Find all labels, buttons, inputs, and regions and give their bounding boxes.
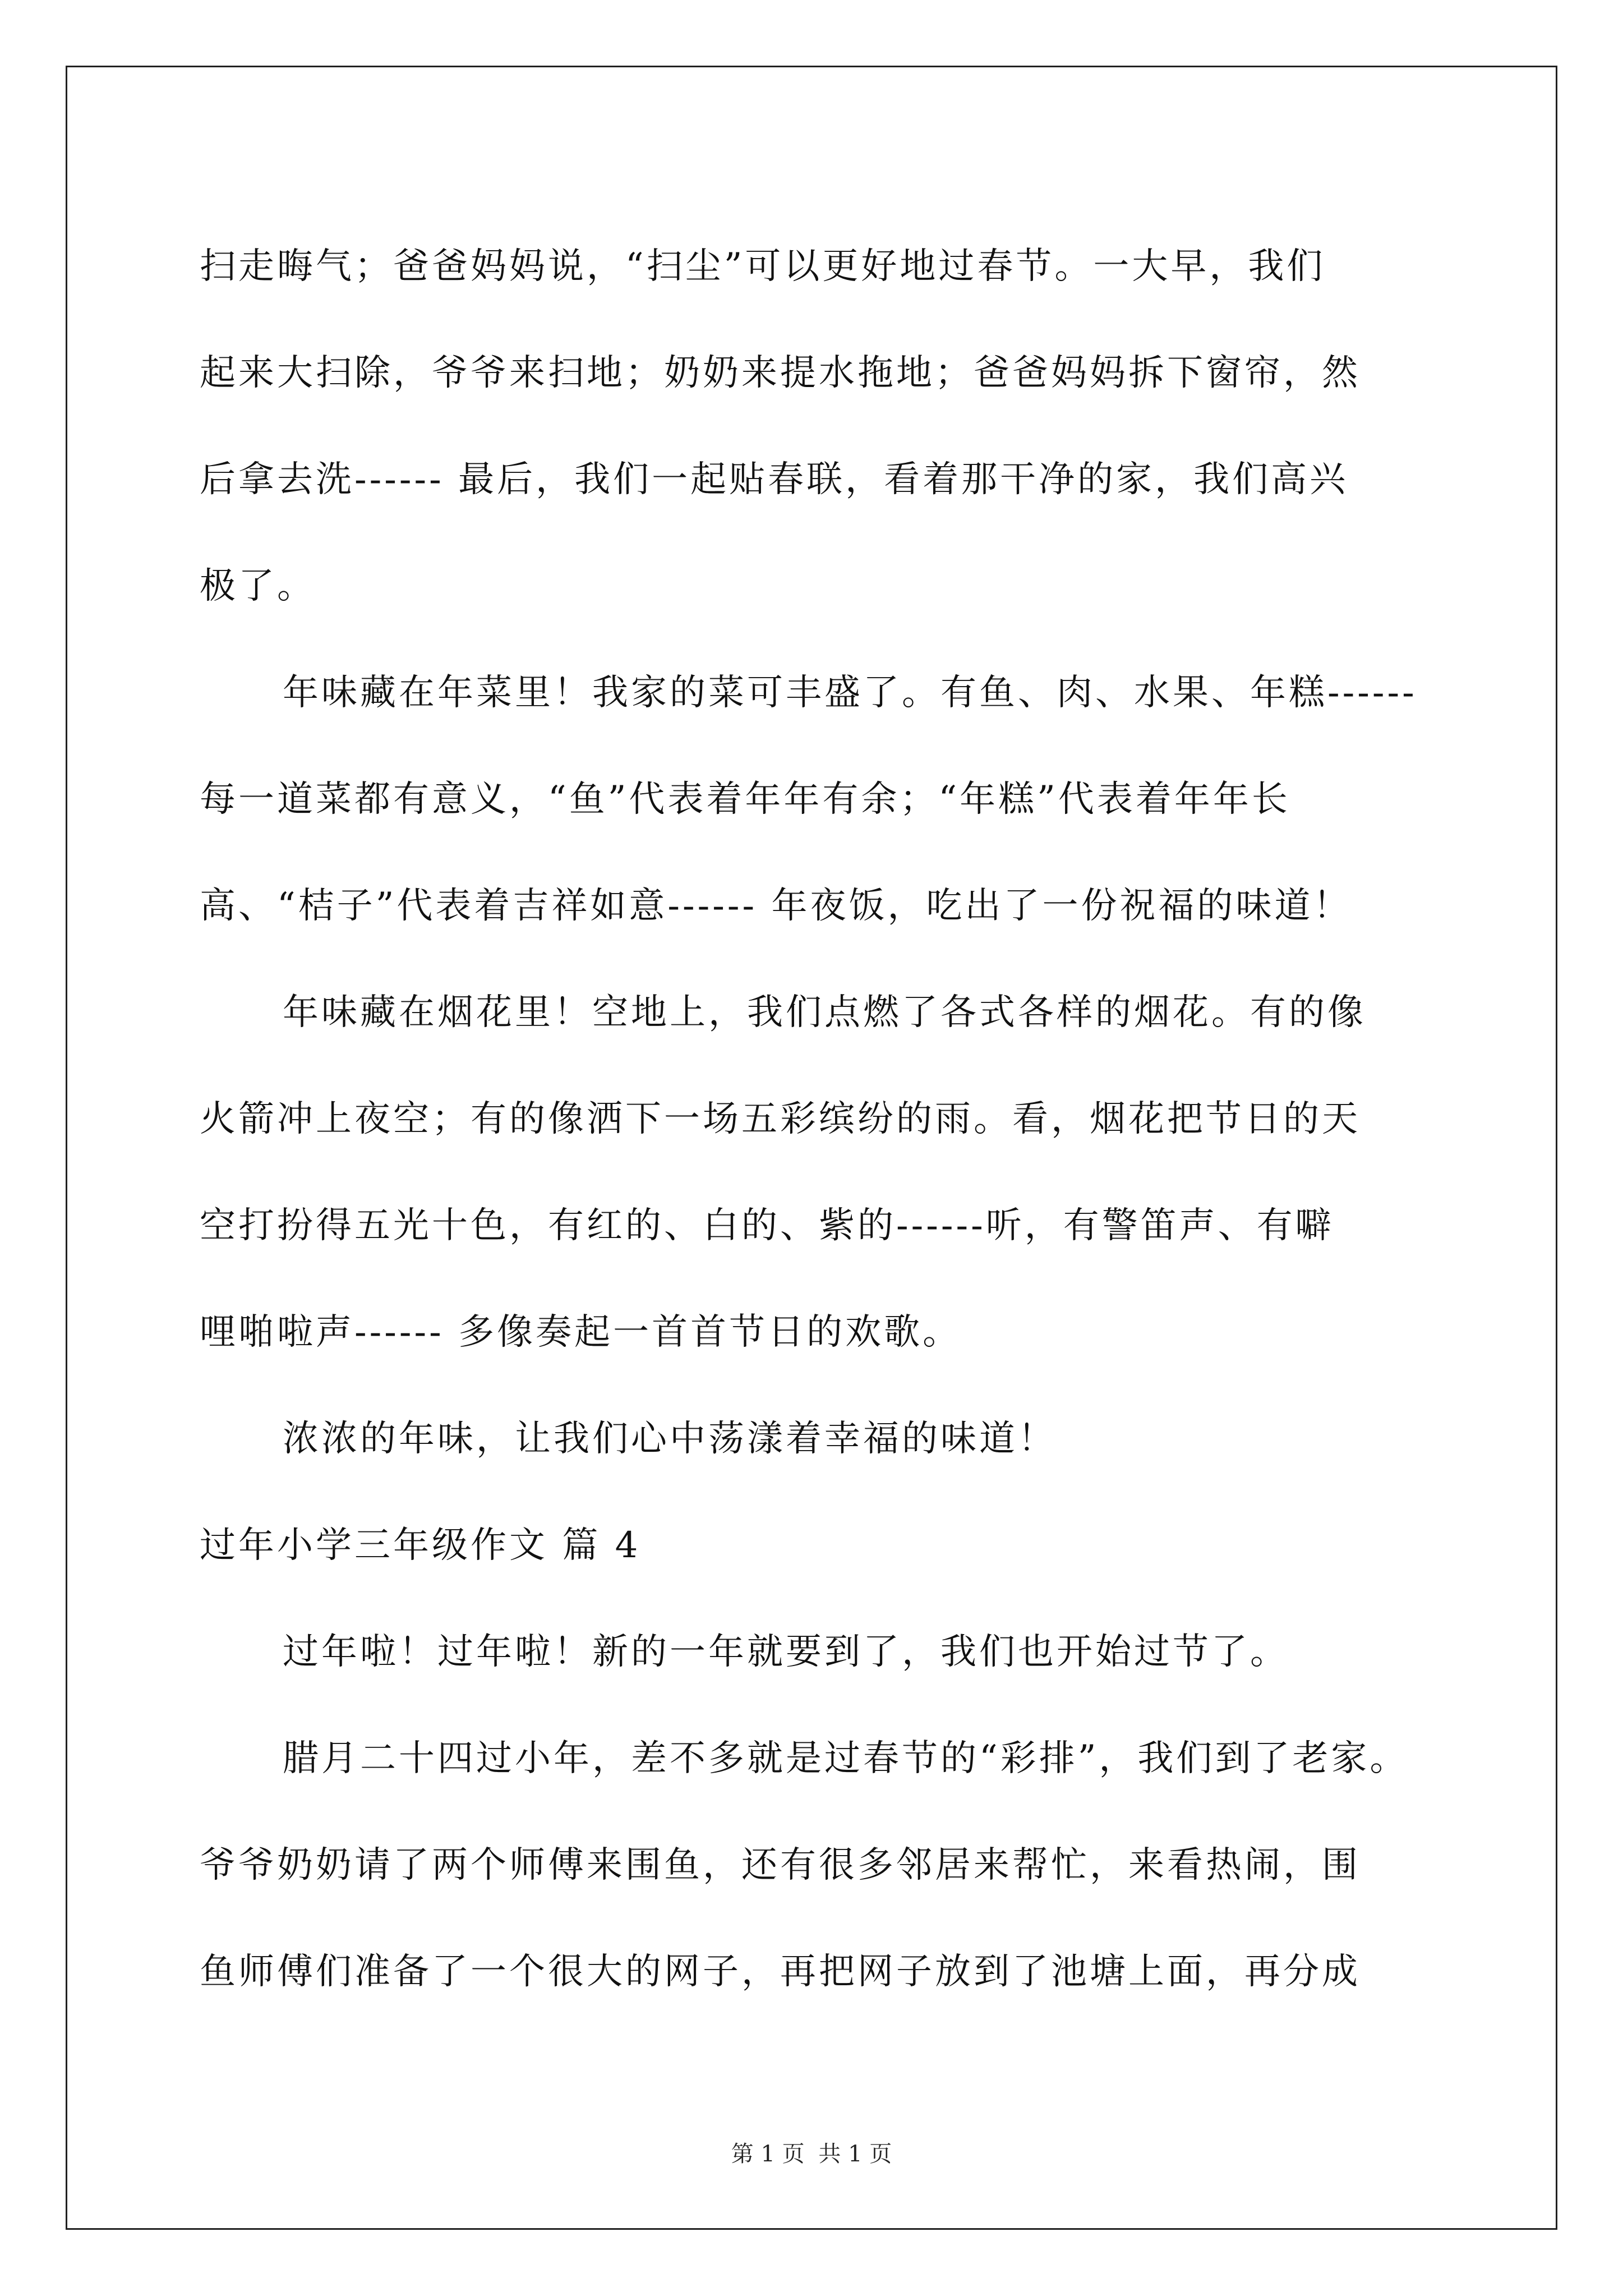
section-heading: 过年小学三年级作文 篇 4	[200, 1525, 641, 1566]
paragraph-start: 年味藏在年菜里！我家的菜可丰盛了。有鱼、肉、水果、年糕------	[283, 672, 1417, 714]
text-line: 每一道菜都有意义，“鱼”代表着年年有余；“年糕”代表着年年长	[200, 779, 1290, 820]
text-line: 扫走晦气；爸爸妈妈说，“扫尘”可以更好地过春节。一大早，我们	[200, 246, 1326, 287]
text-line: 哩啪啦声------ 多像奏起一首首节日的欢歌。	[200, 1312, 962, 1353]
text-line: 空打扮得五光十色，有红的、白的、紫的------听，有警笛声、有噼	[200, 1205, 1334, 1246]
text-line: 后拿去洗------ 最后，我们一起贴春联，看着那干净的家，我们高兴	[200, 459, 1349, 500]
document-body	[200, 213, 1428, 2025]
text-line: 高、“桔子”代表着吉祥如意------ 年夜饭，吃出了一份祝福的味道！	[200, 885, 1352, 927]
text-line: 极了。	[200, 565, 316, 607]
page-footer	[0, 2136, 1623, 2168]
page-total: 共 1 页	[818, 2141, 892, 2167]
paragraph-start: 过年啦！过年啦！新的一年就要到了，我们也开始过节了。	[283, 1631, 1289, 1673]
paragraph-start: 浓浓的年味，让我们心中荡漾着幸福的味道！	[283, 1418, 1057, 1460]
text-line: 爷爷奶奶请了两个师傅来围鱼，还有很多邻居来帮忙，来看热闹，围	[200, 1844, 1361, 1886]
paragraph-start: 腊月二十四过小年，差不多就是过春节的“彩排”，我们到了老家。	[283, 1738, 1409, 1779]
text-line: 火箭冲上夜空；有的像洒下一场五彩缤纷的雨。看，烟花把节日的天	[200, 1098, 1361, 1140]
text-line: 起来大扫除，爷爷来扫地；奶奶来提水拖地；爸爸妈妈拆下窗帘，然	[200, 352, 1361, 394]
text-line: 鱼师傅们准备了一个很大的网子，再把网子放到了池塘上面，再分成	[200, 1951, 1361, 1993]
paragraph-start: 年味藏在烟花里！空地上，我们点燃了各式各样的烟花。有的像	[283, 992, 1366, 1033]
page-number: 第 1 页	[731, 2141, 805, 2167]
